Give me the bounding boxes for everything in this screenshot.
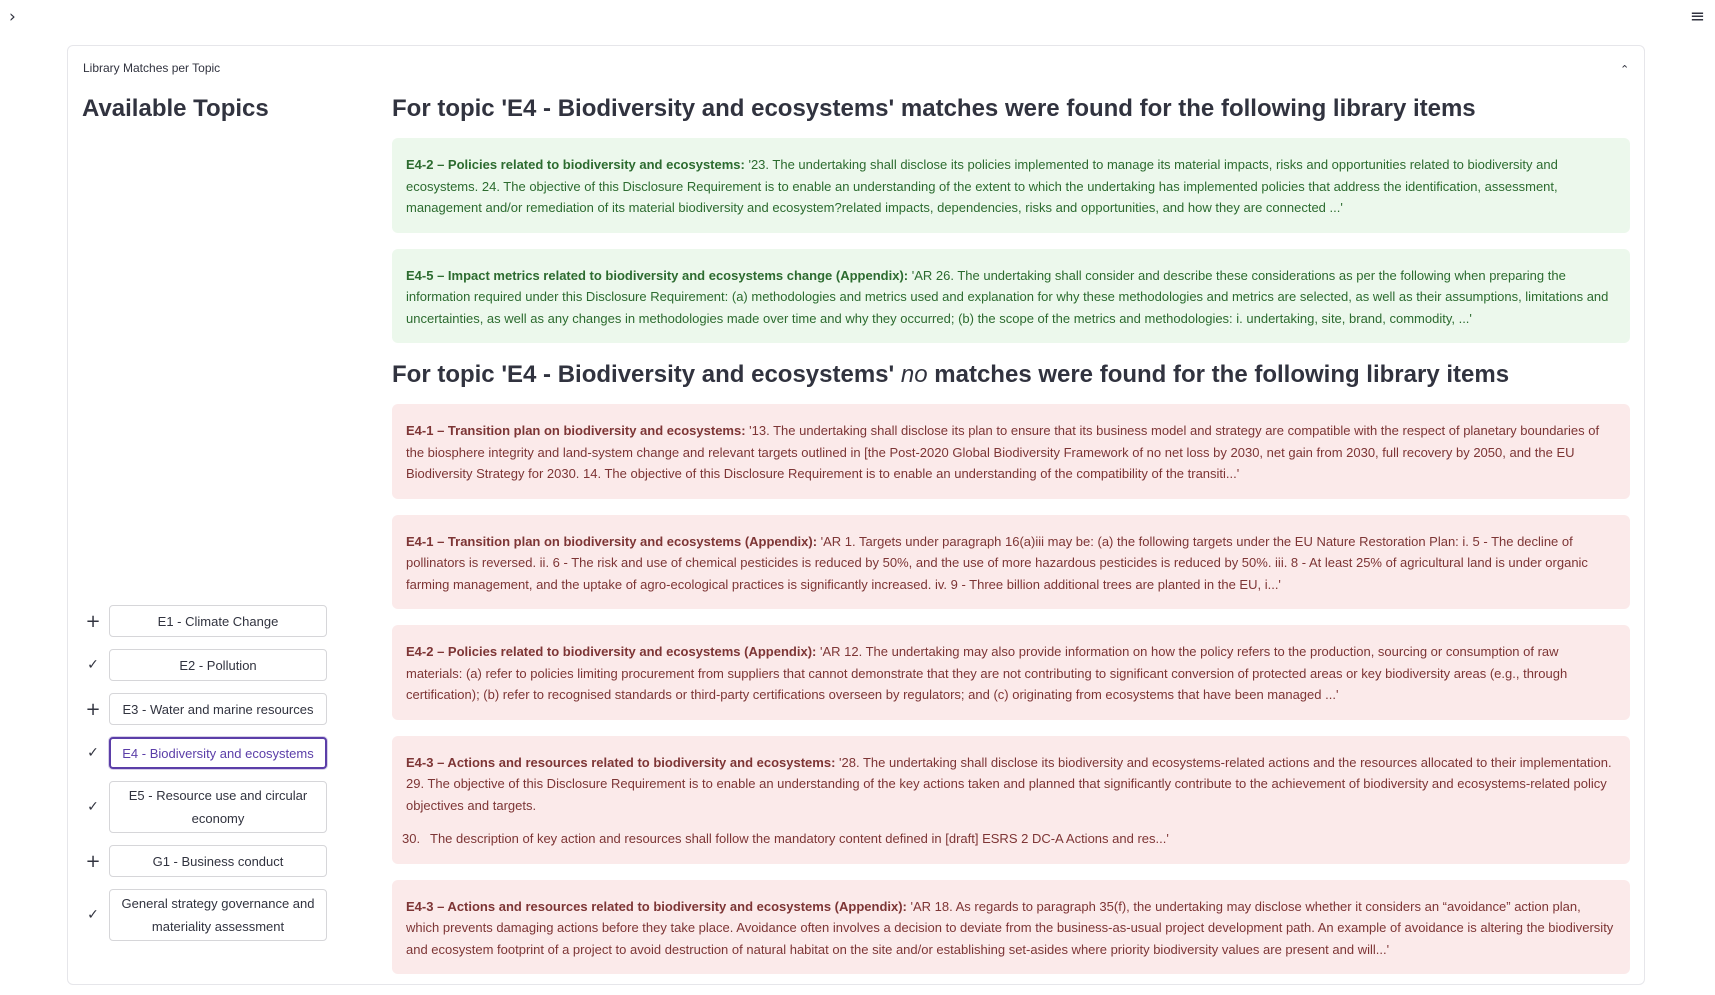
match-card	[392, 138, 1630, 233]
card-body	[406, 752, 1616, 817]
sidebar-expand-icon[interactable]: ›	[9, 7, 16, 27]
topic-button[interactable]: E1 - Climate Change	[109, 605, 327, 637]
card-text: 'AR 12. The undertaking may also provide information on how the policy refers to the production, sourcing or consumption of raw materials: (a) refer to policies limiting procurement from suppliers that cannot demonstrate that they are not contributing to significant conversion of protected areas or key biodiversity areas (e.g., through certification); (b) refer to recognised standards or third-party certifications overseen by regulators; and (c) originating from ecosystems that have been managed ...'	[406, 644, 1568, 702]
card-body	[406, 154, 1616, 219]
topic-row	[82, 781, 342, 833]
topic-button[interactable]: E4 - Biodiversity and ecosystems	[109, 737, 327, 769]
check-icon: ✓	[87, 907, 99, 923]
topics-column	[82, 95, 342, 995]
main-menu-icon[interactable]: ≡	[1689, 6, 1705, 27]
library-matches-expander	[67, 45, 1645, 985]
expander-title: Library Matches per Topic	[83, 61, 221, 75]
no-match-card	[392, 880, 1630, 975]
no-match-card	[392, 625, 1630, 720]
card-text: '28. The undertaking shall disclose its biodiversity and ecosystems-related actions and the resources allocated to their implementation. 29. The objective of this Disclosure Requirement is to enable an understanding of the key actions taken and planned that significantly contribute to the achievement of biodiversity and ecosystems-related policy objectives and targets.	[406, 754, 1612, 813]
topic-row	[82, 605, 342, 637]
topic-button[interactable]: General strategy governance and materiality assessment	[109, 889, 327, 941]
card-text: '13. The undertaking shall disclose its plan to ensure that its business model and strategy are compatible with the respect of planetary boundaries of the biosphere integrity and land-system change and relevant targets outlined in [the Post-2020 Global Biodiversity Framework of no net loss by 2030, net gain from 2030, full recovery by 2050, and the EU Biodiversity Strategy for 2030. 14. The objective of this Disclosure Requirement is to enable an understanding of the compatibility of the transiti...'	[406, 423, 1600, 481]
matches-list	[392, 138, 1630, 343]
card-body	[406, 896, 1616, 961]
match-card	[392, 249, 1630, 344]
chevron-up-icon[interactable]: ⌄	[1619, 61, 1629, 75]
no-match-card	[392, 736, 1630, 864]
topic-row	[82, 693, 342, 725]
no-matches-heading-emphasis: no	[900, 361, 928, 388]
available-topics-title: Available Topics	[82, 95, 269, 122]
card-body	[406, 265, 1616, 330]
card-body	[406, 641, 1616, 706]
topic-list	[82, 605, 342, 953]
card-title: E4-5 – Impact metrics related to biodiversity and ecosystems change (Appendix):	[406, 267, 909, 283]
card-title: E4-2 – Policies related to biodiversity and ecosystems (Appendix):	[406, 644, 817, 659]
topic-button[interactable]: E5 - Resource use and circular economy	[109, 781, 327, 833]
check-icon: ✓	[87, 799, 99, 815]
no-matches-heading	[392, 361, 1630, 389]
card-text: 'AR 18. As regards to paragraph 35(f), the undertaking may disclose whether it considers an “avoidance” action plan, which prevents damaging actions before they take place. Avoidance often involves a decision to deviate from the business-as-usual project development path. An example of avoidance is altering the biodiversity and ecosystem footprint of a project to avoid destruction of natural habitat on the site and/or establishing set-asides where priority biodiversity values are present and will...'	[406, 898, 1614, 957]
no-matches-list	[392, 404, 1630, 974]
card-list-item	[402, 828, 1616, 850]
plus-icon: +	[85, 610, 101, 632]
list-number: 30.	[402, 831, 421, 846]
card-title: E4-3 – Actions and resources related to biodiversity and ecosystems:	[406, 754, 836, 770]
topic-row	[82, 845, 342, 877]
check-icon: ✓	[87, 657, 99, 673]
expander-header[interactable]	[68, 46, 1644, 90]
card-text: '23. The undertaking shall disclose its policies implemented to manage its material impacts, risks and opportunities related to biodiversity and ecosystems. 24. The objective of this Disclosure Requirement is to enable an understanding of the extent to which the undertaking has implemented policies that address the identification, assessment, management and/or remediation of its material biodiversity and ecosystem?related impacts, dependencies, risks and opportunities, and how they are connected ...'	[406, 157, 1558, 215]
card-title: E4-3 – Actions and resources related to biodiversity and ecosystems (Appendix):	[406, 898, 907, 914]
card-body	[406, 531, 1616, 596]
card-title: E4-1 – Transition plan on biodiversity and ecosystems:	[406, 423, 746, 438]
topic-button[interactable]: E3 - Water and marine resources	[109, 693, 327, 725]
list-text: The description of key action and resources shall follow the mandatory content defined in [draft] ESRS 2 DC-A Actions and res...'	[430, 831, 1169, 846]
no-match-card	[392, 404, 1630, 499]
check-icon: ✓	[87, 745, 99, 761]
card-text: 'AR 1. Targets under paragraph 16(a)iii may be: (a) the following targets under the EU Nature Restoration Plan: i. 5 - The decline of pollinators is reversed. ii. 6 - The risk and use of chemical pesticides is reduced by 50%, and the use of more hazardous pesticides is reduced by 50%. iii. 8 - At least 25% of agricultural land is under organic farming management, and the uptake of agro-ecological practices is significantly increased. iv. 9 - Three billion additional trees are planted in the EU, i...'	[406, 533, 1588, 592]
topic-button[interactable]: E2 - Pollution	[109, 649, 327, 681]
topic-button[interactable]: G1 - Business conduct	[109, 845, 327, 877]
topic-row	[82, 737, 342, 769]
plus-icon: +	[85, 850, 101, 872]
results-column	[392, 95, 1630, 990]
topic-row	[82, 889, 342, 941]
no-matches-heading-end: matches were found for the following library items	[927, 361, 1510, 388]
topic-row	[82, 649, 342, 681]
plus-icon: +	[85, 698, 101, 720]
no-matches-heading-start: For topic 'E4 - Biodiversity and ecosystems'	[392, 361, 901, 388]
no-match-card	[392, 515, 1630, 610]
card-title: E4-1 – Transition plan on biodiversity and ecosystems (Appendix):	[406, 533, 818, 549]
card-text: 'AR 26. The undertaking shall consider and describe these considerations as per the following when preparing the information required under this Disclosure Requirement: (a) methodologies and metrics used and explanation for why these methodologies and metrics are selected, as well as their assumptions, limitations and uncertainties, as well as any changes in methodologies made over time and why they occurred; (b) the scope of the metrics and methodologies: i. undertaking, site, brand, commodity, ...'	[406, 267, 1609, 326]
matches-heading: For topic 'E4 - Biodiversity and ecosystems' matches were found for the following library items	[392, 95, 1476, 122]
card-body	[406, 420, 1616, 485]
card-title: E4-2 – Policies related to biodiversity and ecosystems:	[406, 157, 745, 172]
